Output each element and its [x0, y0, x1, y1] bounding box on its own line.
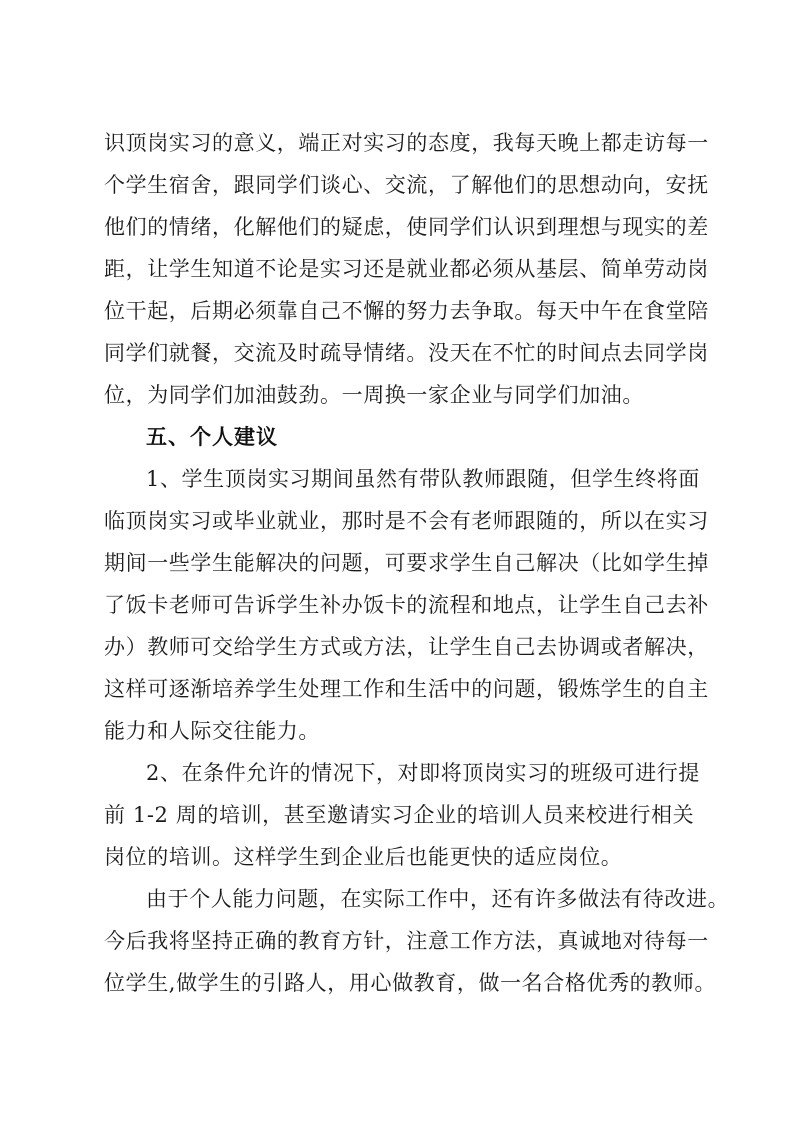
- suggestion2-line-2: 前 1-2 周的培训，甚至邀请实习企业的培训人员来校进行相关: [104, 803, 695, 827]
- intro-line-7: 位，为同学们加油鼓劲。一周换一家企业与同学们加油。: [104, 383, 644, 407]
- intro-line-1: 识顶岗实习的意义，端正对实习的态度，我每天晚上都走访每一: [104, 131, 709, 155]
- section-heading: 五、个人建议: [146, 425, 278, 449]
- suggestion1-line-7: 能力和人际交往能力。: [104, 719, 320, 743]
- suggestion1-line-1: 1、学生顶岗实习期间虽然有带队教师跟随，但学生终将面: [146, 467, 700, 491]
- suggestion1-line-5: 办）教师可交给学生方式或方法，让学生自己去协调或者解决，: [104, 635, 709, 659]
- intro-line-6: 同学们就餐，交流及时疏导情绪。没天在不忙的时间点去同学岗: [104, 341, 709, 365]
- suggestion1-line-2: 临顶岗实习或毕业就业，那时是不会有老师跟随的，所以在实习: [104, 509, 709, 533]
- suggestion2-line-3: 岗位的培训。这样学生到企业后也能更快的适应岗位。: [104, 845, 623, 869]
- suggestion1-line-4: 了饭卡老师可告诉学生补办饭卡的流程和地点，让学生自己去补: [104, 593, 709, 617]
- intro-line-5: 位干起，后期必须靠自己不懈的努力去争取。每天中午在食堂陪: [104, 299, 709, 323]
- suggestion1-line-3: 期间一些学生能解决的问题，可要求学生自己解决（比如学生掉: [104, 551, 709, 575]
- conclusion-line-3: 位学生,做学生的引路人，用心做教育，做一名合格优秀的教师。: [104, 971, 717, 995]
- conclusion-line-2: 今后我将坚持正确的教育方针，注意工作方法，真诚地对待每一: [104, 929, 709, 953]
- intro-line-3: 他们的情绪，化解他们的疑虑，使同学们认识到理想与现实的差: [104, 215, 709, 239]
- suggestion1-line-6: 这样可逐渐培养学生处理工作和生活中的问题，锻炼学生的自主: [104, 677, 709, 701]
- suggestion2-line-1: 2、在条件允许的情况下，对即将顶岗实习的班级可进行提: [146, 761, 700, 785]
- intro-line-2: 个学生宿舍，跟同学们谈心、交流，了解他们的思想动向，安抚: [104, 173, 709, 197]
- intro-line-4: 距，让学生知道不论是实习还是就业都必须从基层、简单劳动岗: [104, 257, 709, 281]
- conclusion-line-1: 由于个人能力问题，在实际工作中，还有许多做法有待改进。: [146, 887, 730, 911]
